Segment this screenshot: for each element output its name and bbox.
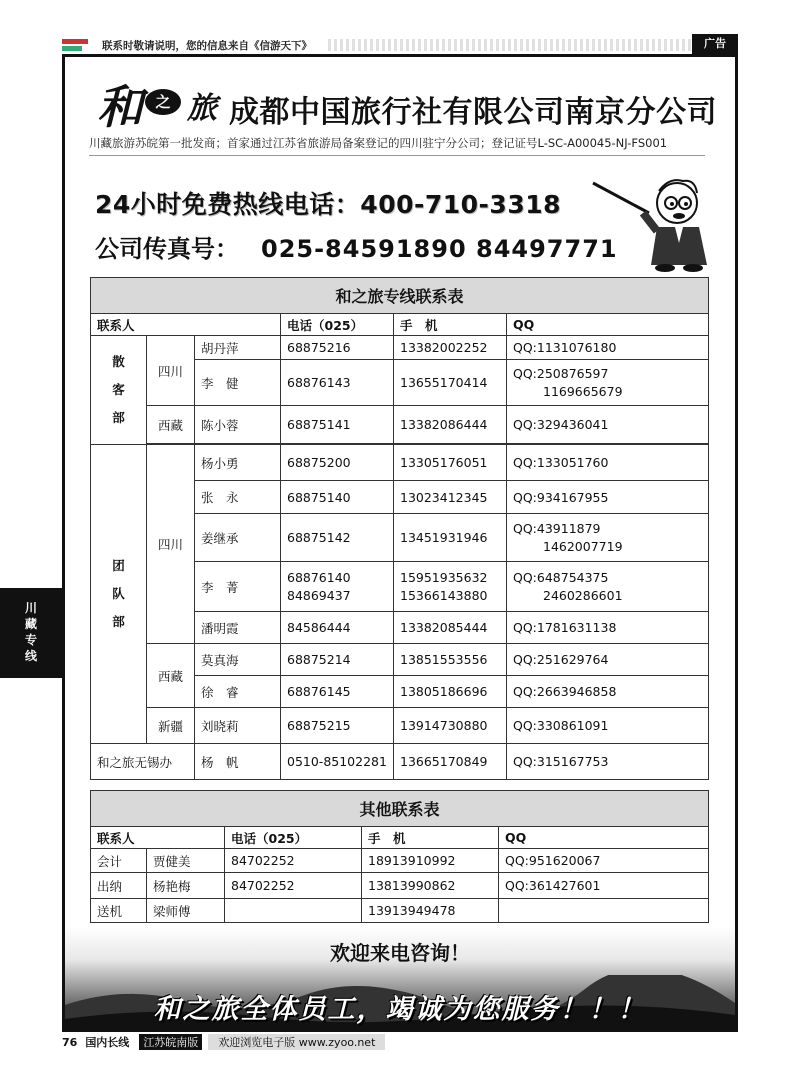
other-table-title: 其他联系表 [91, 791, 709, 827]
contact-qq [499, 899, 709, 923]
side-tab-label: 川藏专线 [24, 601, 37, 663]
contact-tel: 68875200 [281, 445, 394, 481]
region-xizang: 西藏 [147, 406, 195, 444]
contact-name: 贾健美 [147, 849, 225, 873]
col-phone: 电话（025） [281, 314, 394, 336]
contact-name: 陈小蓉 [195, 406, 281, 444]
region-xinjiang: 新疆 [147, 708, 195, 744]
page-number: 76 [62, 1035, 78, 1049]
contact-tel: 68876145 [281, 676, 394, 708]
contact-mobile: 13813990862 [362, 873, 499, 899]
contact-tel: 84586444 [281, 612, 394, 644]
publication-logo [62, 38, 94, 52]
col-contact: 联系人 [91, 314, 281, 336]
contact-role: 出纳 [91, 873, 147, 899]
contact-mobile: 13805186696 [394, 676, 507, 708]
contact-qq: QQ:251629764 [507, 644, 709, 676]
table-row [91, 744, 709, 780]
region-sichuan: 四川 [147, 445, 195, 644]
ad-label: 广告 [692, 34, 738, 54]
hotline-label: 24小时免费热线电话： [95, 190, 361, 219]
contact-mobile: 13382086444 [394, 406, 507, 444]
contact-qq: QQ:329436041 [507, 406, 709, 444]
contact-mobile: 13914730880 [394, 708, 507, 744]
contact-qq: QQ:250876597 1169665679 [507, 360, 709, 406]
dept-tuandui: 团队部 [91, 445, 147, 744]
contact-tel: 68875141 [281, 406, 394, 444]
contact-table-title: 和之旅专线联系表 [91, 278, 709, 314]
top-bar [62, 36, 738, 54]
contact-tel: 68875216 [281, 336, 394, 360]
table-row [91, 445, 709, 481]
edition-label: 江苏皖南版 [139, 1034, 202, 1050]
contact-mobile: 15951935632 15366143880 [394, 562, 507, 612]
table-row [91, 708, 709, 744]
contact-name: 胡丹萍 [195, 336, 281, 360]
col-mobile: 手 机 [394, 314, 507, 336]
col-qq: QQ [499, 827, 709, 849]
contact-tel: 68875142 [281, 514, 394, 562]
contact-role: 会计 [91, 849, 147, 873]
hotline-number: 400-710-3318 [360, 190, 561, 219]
contact-qq: QQ:934167955 [507, 481, 709, 514]
table-row [91, 873, 709, 899]
contact-mobile: 13451931946 [394, 514, 507, 562]
contact-name: 姜继承 [195, 514, 281, 562]
table-row [91, 899, 709, 923]
contact-name: 莫真海 [195, 644, 281, 676]
fax [95, 229, 618, 264]
brand-header [89, 71, 729, 150]
other-contact-table [90, 790, 709, 923]
contact-mobile: 13665170849 [394, 744, 507, 780]
contact-qq: QQ:951620067 [499, 849, 709, 873]
contact-qq: QQ:1131076180 [507, 336, 709, 360]
contact-tel: 68876140 84869437 [281, 562, 394, 612]
region-xizang: 西藏 [147, 644, 195, 708]
hotline [95, 185, 561, 221]
source-notice: 联系时敬请说明，您的信息来自《信游天下》 [102, 39, 312, 52]
contact-mobile: 13305176051 [394, 445, 507, 481]
dept-sanke: 散客部 [91, 336, 147, 445]
contact-tel: 84702252 [225, 873, 362, 899]
contact-qq: QQ:2663946858 [507, 676, 709, 708]
contact-tel: 84702252 [225, 849, 362, 873]
contact-name: 梁师傅 [147, 899, 225, 923]
fax-numbers: 025-84591890 84497771 [261, 235, 618, 263]
dept-wuxi: 和之旅无锡办 [91, 744, 195, 780]
brand-logo-zhi: 之 [145, 89, 181, 115]
contact-name: 徐 睿 [195, 676, 281, 708]
contact-mobile: 13851553556 [394, 644, 507, 676]
ad-frame [62, 54, 738, 1032]
company-subtitle: 川藏旅游苏皖第一批发商；首家通过江苏省旅游局备案登记的四川驻宁分公司；登记证号L-SC-A00045-NJ-FS001 [89, 136, 668, 150]
fax-label: 公司传真号： [95, 235, 239, 263]
website-link[interactable]: 欢迎浏览电子版 www.zyoo.net [208, 1034, 385, 1050]
col-mobile: 手 机 [362, 827, 499, 849]
contact-name: 杨 帆 [195, 744, 281, 780]
contact-mobile: 13655170414 [394, 360, 507, 406]
contact-qq: QQ:315167753 [507, 744, 709, 780]
contact-tel: 0510-85102281 [281, 744, 394, 780]
contact-mobile: 13023412345 [394, 481, 507, 514]
brand-logo-he: 和 [97, 80, 145, 134]
table-row [91, 406, 709, 444]
contact-name: 刘晓莉 [195, 708, 281, 744]
table-row [91, 849, 709, 873]
contact-tel: 68875214 [281, 644, 394, 676]
contact-name: 张 永 [195, 481, 281, 514]
contact-tel: 68875215 [281, 708, 394, 744]
contact-mobile: 13913949478 [362, 899, 499, 923]
contact-tel: 68875140 [281, 481, 394, 514]
section-name: 国内长线 [85, 1036, 130, 1049]
contact-name: 潘明霞 [195, 612, 281, 644]
contact-name: 李 菁 [195, 562, 281, 612]
contact-qq: QQ:133051760 [507, 445, 709, 481]
contact-mobile: 18913910992 [362, 849, 499, 873]
contact-mobile: 13382002252 [394, 336, 507, 360]
welcome-text: 欢迎来电咨询！ [330, 941, 470, 965]
contact-tel: 68876143 [281, 360, 394, 406]
teacher-cartoon-icon [591, 173, 719, 273]
brand-logo-lv: 旅 [187, 91, 217, 126]
contact-qq: QQ:330861091 [507, 708, 709, 744]
region-sichuan: 四川 [147, 336, 195, 406]
service-slogan: 和之旅全体员工，竭诚为您服务！！！ [153, 994, 647, 1025]
contact-qq: QQ:43911879 1462007719 [507, 514, 709, 562]
contact-role: 送机 [91, 899, 147, 923]
page-footer [62, 1034, 385, 1050]
table-row [91, 644, 709, 676]
decorative-stripes [328, 39, 738, 51]
table-row [91, 336, 709, 360]
side-tab [0, 588, 62, 678]
contact-qq: QQ:361427601 [499, 873, 709, 899]
contact-tel [225, 899, 362, 923]
contact-mobile: 13382085444 [394, 612, 507, 644]
contact-table [90, 277, 709, 780]
contact-qq: QQ:1781631138 [507, 612, 709, 644]
contact-qq: QQ:648754375 2460286601 [507, 562, 709, 612]
contact-name: 李 健 [195, 360, 281, 406]
col-contact: 联系人 [91, 827, 225, 849]
contact-name: 杨小勇 [195, 445, 281, 481]
col-qq: QQ [507, 314, 709, 336]
divider [89, 155, 705, 156]
contact-name: 杨艳梅 [147, 873, 225, 899]
col-phone: 电话（025） [225, 827, 362, 849]
company-name: 成都中国旅行社有限公司南京分公司 [229, 95, 717, 130]
